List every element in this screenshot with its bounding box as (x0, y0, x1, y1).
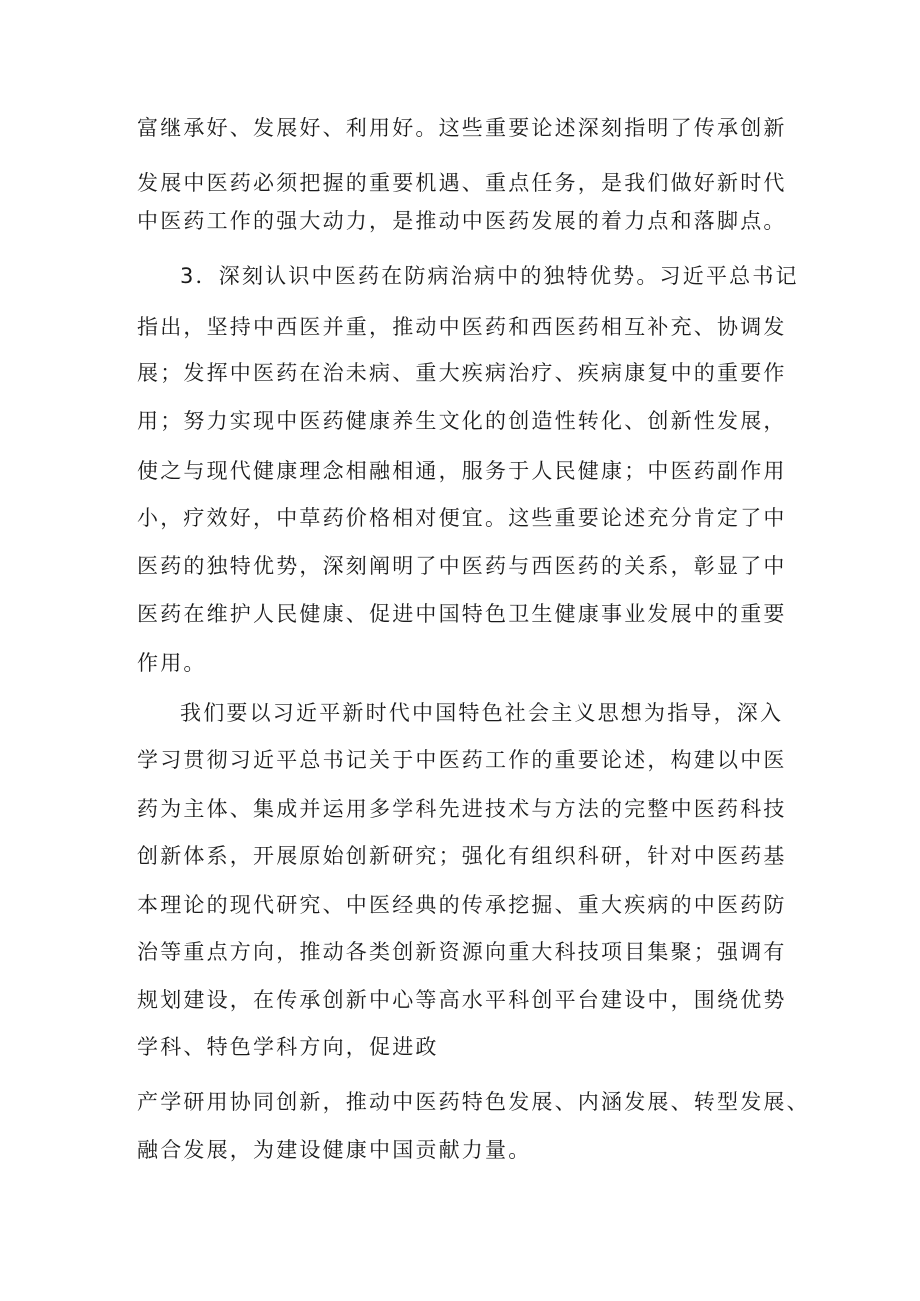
text-line: 指出，坚持中西医并重，推动中医药和西医药相互补充、协调发 (137, 315, 787, 339)
text-line: 富继承好、发展好、利用好。这些重要论述深刻指明了传承创新 (137, 116, 787, 140)
text-line: 发展中医药必须把握的重要机遇、重点任务，是我们做好新时代 (137, 171, 787, 195)
text-line: 治等重点方向，推动各类创新资源向重大科技项目集聚；强调有 (137, 940, 787, 964)
text-line: 医药在维护人民健康、促进中国特色卫生健康事业发展中的重要 (137, 602, 787, 626)
text-line: 学习贯彻习近平总书记关于中医药工作的重要论述，构建以中医 (137, 748, 787, 772)
text-line: 规划建设，在传承创新中心等高水平科创平台建设中，围绕优势 (137, 988, 787, 1012)
text-line: 使之与现代健康理念相融相通，服务于人民健康；中医药副作用 (137, 459, 787, 483)
text-line: 融合发展，为建设健康中国贡献力量。 (137, 1138, 532, 1162)
text-line: 作用。 (137, 651, 207, 675)
text-line: 我们要以习近平新时代中国特色社会主义思想为指导，深入 (180, 701, 784, 725)
text-line: 学科、特色学科方向，促进政 (137, 1035, 439, 1059)
text-line: 用；努力实现中医药健康养生文化的创造性转化、创新性发展， (137, 409, 787, 433)
text-line: 本理论的现代研究、中医经典的传承挖掘、重大疾病的中医药防 (137, 893, 787, 917)
text-line: 产学研用协同创新，推动中医药特色发展、内涵发展、转型发展、 (137, 1090, 810, 1114)
text-line: 医药的独特优势，深刻阐明了中医药与西医药的关系，彰显了中 (137, 554, 787, 578)
text-line: 展；发挥中医药在治未病、重大疾病治疗、疾病康复中的重要作 (137, 361, 787, 385)
text-line: 小，疗效好，中草药价格相对便宜。这些重要论述充分肯定了中 (137, 506, 787, 530)
text-line: 创新体系，开展原始创新研究；强化有组织科研，针对中医药基 (137, 844, 787, 868)
text-line: 药为主体、集成并运用多学科先进技术与方法的完整中医药科技 (137, 797, 787, 821)
text-line: 3．深刻认识中医药在防病治病中的独特优势。习近平总书记 (180, 264, 799, 288)
text-line: 中医药工作的强大动力，是推动中医药发展的着力点和落脚点。 (137, 209, 787, 233)
